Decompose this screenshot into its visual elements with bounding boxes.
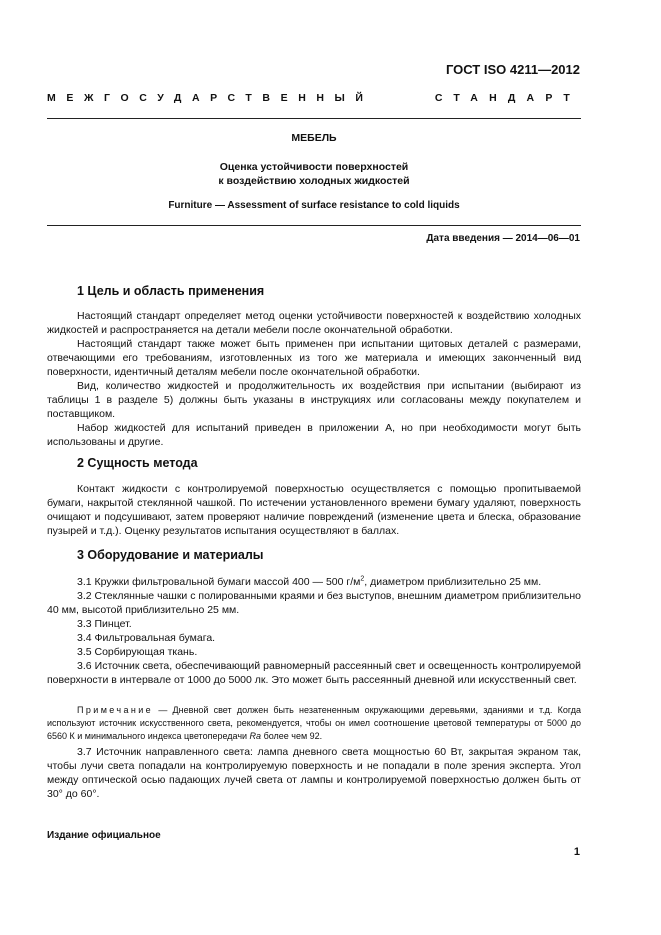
section-1-heading: 1 Цель и область применения [77,284,265,298]
document-title: МЕБЕЛЬ [291,132,337,144]
paragraph: 3.3 Пинцет. [77,618,132,630]
note: Примечание — Дневной свет должен быть незатененным окружающими деревьями, зданиями и т.д. Когда используют источник искусственного света, рекомендуется, чтобы он имел соотношение цветовой температуры от 5000 до 6560 К и минимального индекса цветопередачи Ra более чем 92. [47,705,581,741]
paragraph-3-1: 3.1 Кружки фильтровальной бумаги массой 400 — 500 $г/м^2$, диаметром приблизительно 25 мм. [77,575,542,588]
note-label: Примечание [77,705,154,715]
section-1-body [47,309,581,449]
interstate-label: МЕЖГОСУДАРСТВЕННЫЙ [47,92,374,104]
section-2-body [47,482,581,538]
page-number: 1 [573,846,580,858]
document-subtitle [47,160,581,188]
section-3-heading: 3 Оборудование и материалы [77,548,264,562]
paragraph: 3.7 Источник направленного света: лампа дневного света мощностью 60 Вт, закрытая экраном так, чтобы лучи света попадали на контролируемую поверхность и не попадали в поле зрения эксперта. Угол между оптической осью падающих лучей света от лампы и контролируемой поверхностью должен быть от 30° до 60°. [47,746,581,800]
english-title: Furniture — Assessment of surface resistance to cold liquids [168,200,460,211]
standard-label: СТАНДАРТ [434,92,581,104]
document-code: ГОСТ ISO 4211—2012 [445,62,580,77]
superscript: 2 [360,575,365,583]
header-divider [47,118,581,119]
edition-label: Издание официальное [47,830,161,841]
paragraph: 3.2 Стеклянные чашки с полированными краями и без выступов, внешним диаметром приблизительно 40 мм, высотой приблизительно 25 мм. [47,590,581,616]
subtitle-line-1: Оценка устойчивости поверхностей [219,161,409,173]
paragraph: 3.4 Фильтровальная бумага. [77,632,216,644]
subtitle-line-2: к воздействию холодных жидкостей [218,175,410,187]
section-2-heading: 2 Сущность метода [77,456,198,470]
paragraph: 3.5 Сорбирующая ткань. [77,646,198,658]
intro-date: Дата введения — 2014—06—01 [426,233,580,244]
paragraph: 3.6 Источник света, обеспечивающий равномерный рассеянный свет и освещенность контролируемой поверхности в интервале от 1000 до 5000 лк. Это может быть рассеянный дневной или искусственный свет. [47,660,581,686]
paragraph: Настоящий стандарт определяет метод оценки устойчивости поверхностей к воздействию холодных жидкостей и распространяется на детали мебели после окончательной обработки. [47,310,581,336]
paragraph: Настоящий стандарт также может быть применен при испытании щитовых деталей с размерами, отвечающими его требованиям, изготовленных из того же материала и имеющих законченный вид поверхности, идентичный деталям мебели после окончательной обработки. [47,338,581,378]
section-3-7 [47,745,581,801]
section-3-body [47,575,581,687]
paragraph: Набор жидкостей для испытаний приведен в приложении А, но при необходимости могут быть использованы и другие. [47,422,581,448]
note-block [47,704,581,743]
title-divider [47,225,581,226]
paragraph: Контакт жидкости с контролируемой поверхностью осуществляется с помощью пропитываемой бумаги, накрытой стеклянной чашкой. По истечении установленного времени бумагу удаляют, поверхность очищают и подсушивают, затем проверяют наличие повреждений (изменение цвета и блеска, образование пузырей и т.д.). Оценку результатов испытания осуществляют в баллах. [47,483,581,537]
paragraph: Вид, количество жидкостей и продолжительность их воздействия при испытании (выбирают из таблицы 1 в разделе 5) должны быть указаны в инструкциях или согласованы между покупателем и поставщиком. [47,380,581,420]
